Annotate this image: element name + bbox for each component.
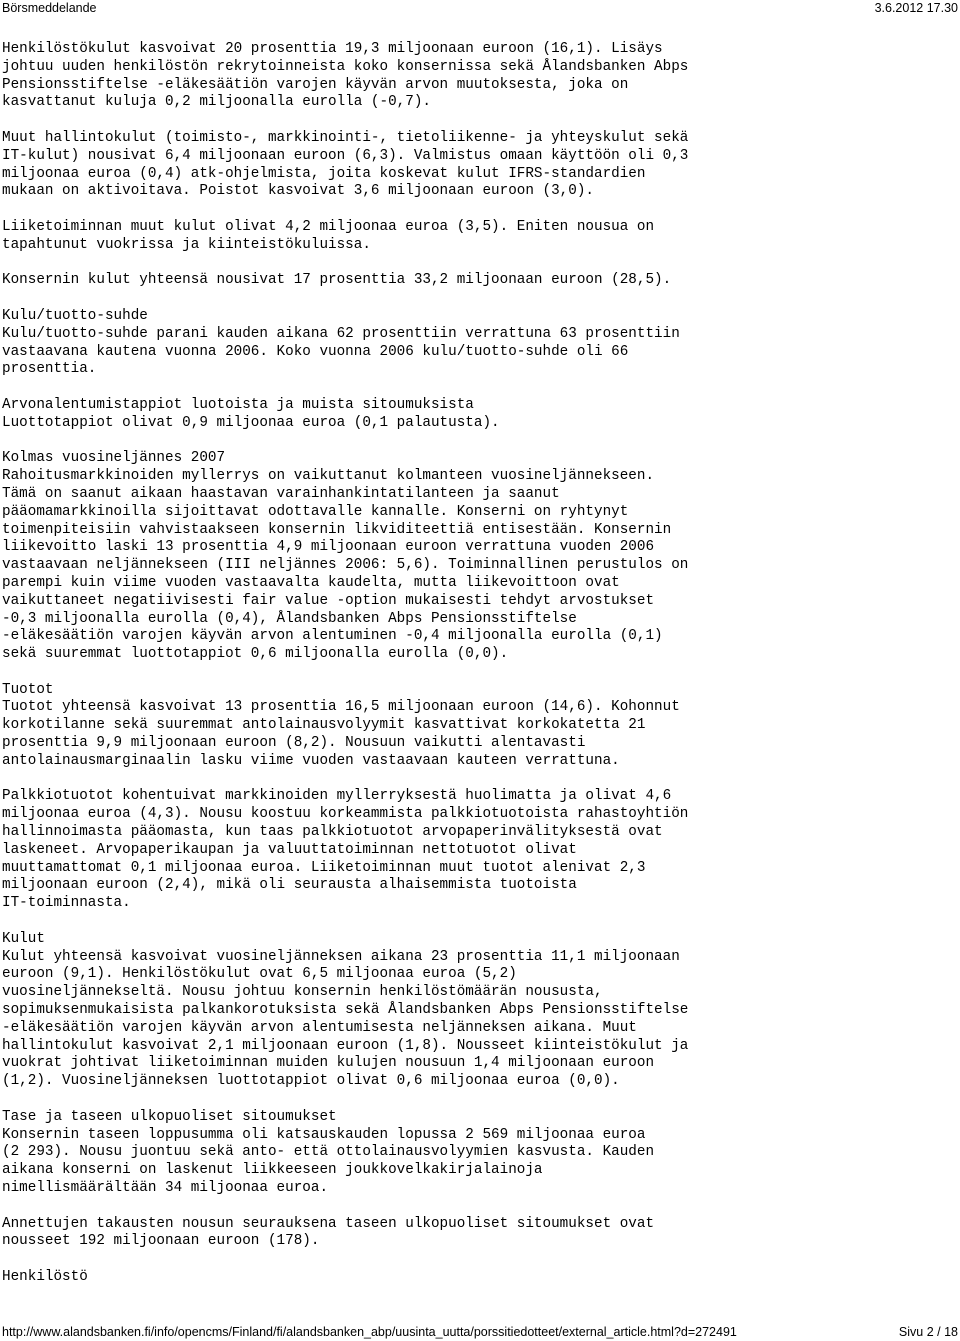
text-line: miljoonaan euroon (2,4), mikä oli seurausta alhaisemmista tuotoista — [2, 877, 577, 894]
text-line: sopimuksenmukaisista palkankorotuksista sekä Ålandsbanken Abps Pensionsstiftelse — [2, 1002, 689, 1019]
text-line: Kulu/tuotto-suhde parani kauden aikana 62 prosenttiin verrattuna 63 prosenttiin — [2, 325, 680, 342]
text-line: Pensionsstiftelse -eläkesäätiön varojen käyvän arvon muutoksesta, joka on — [2, 76, 629, 93]
text-line: Annettujen takausten nousun seurauksena taseen ulkopuoliset sitoumukset ovat — [2, 1215, 655, 1232]
text-line: miljoonaa euroa (0,4) atk-ohjelmista, joita koskevat kulut IFRS-standardien — [2, 165, 646, 182]
text-line: (2 293). Nousu juontuu sekä anto- että ottolainausvolyymien kasvusta. Kauden — [2, 1144, 655, 1161]
text-line: vaikuttaneet negatiivisesti fair value -option mukaisesti tehdyt arvostukset — [2, 592, 655, 609]
paragraph — [2, 308, 958, 379]
text-line: Henkilöstö — [2, 1268, 88, 1285]
text-line: mukaan on aktivoitava. Poistot kasvoivat 3,6 miljoonaan euroon (3,0). — [2, 183, 594, 200]
paragraph — [2, 272, 958, 290]
footer-url[interactable]: http://www.alandsbanken.fi/info/opencms/Finland/fi/alandsbanken_abp/uusinta_uutta/porssitiedotteet/external_article.html?d=272491 — [2, 1325, 737, 1339]
text-line: antolainausmarginaalin lasku viime vuoden vastaavaan kauteen verrattuna. — [2, 752, 620, 769]
text-line: vuokrat johtivat liiketoiminnan muiden kulujen nousuun 1,4 miljoonaan euroon — [2, 1055, 655, 1072]
text-line: Kulu/tuotto-suhde — [2, 307, 148, 324]
text-line: Muut hallintokulut (toimisto-, markkinointi-, tietoliikenne- ja yhteyskulut sekä — [2, 129, 689, 146]
text-line: vastaavana kautena vuonna 2006. Koko vuonna 2006 kulu/tuotto-suhde oli 66 — [2, 343, 629, 360]
text-line: nimellismäärältään 34 miljoonaa euroa. — [2, 1180, 329, 1196]
text-line: Rahoitusmarkkinoiden myllerrys on vaikuttanut kolmanteen vuosineljännekseen. — [2, 468, 655, 485]
article-body — [2, 41, 958, 1303]
text-line: Henkilöstökulut kasvoivat 20 prosenttia 19,3 miljoonaan euroon (16,1). Lisäys — [2, 41, 663, 57]
text-line: Arvonalentumistappiot luotoista ja muista sitoumuksista — [2, 396, 474, 413]
text-line: (1,2). Vuosineljänneksen luottotappiot olivat 0,6 miljoonaa euroa (0,0). — [2, 1073, 620, 1090]
text-line: vastaavaan neljännekseen (III neljännes 2006: 5,6). Toiminnallinen perustulos on — [2, 557, 689, 574]
header-datetime: 3.6.2012 17.30 — [874, 1, 958, 15]
text-line: euroon (9,1). Henkilöstökulut ovat 6,5 miljoonaa euroa (5,2) — [2, 966, 517, 983]
text-line: Palkkiotuotot kohentuivat markkinoiden myllerryksestä huolimatta ja olivat 4,6 — [2, 788, 672, 805]
text-line: kasvattanut kuluja 0,2 miljoonalla eurolla (-0,7). — [2, 94, 431, 111]
text-line: Kulut yhteensä kasvoivat vuosineljänneksen aikana 23 prosenttia 11,1 miljoonaan — [2, 948, 680, 965]
text-line: Kulut — [2, 930, 45, 947]
text-line: hallinnoimasta pääomasta, kun taas palkkiotuotot arvopaperinvälityksestä ovat — [2, 824, 663, 841]
paragraph — [2, 450, 958, 664]
paragraph — [2, 219, 958, 255]
text-line: hallintokulut kasvoivat 2,1 miljoonaan euroon (1,8). Nousseet kiinteistökulut ja — [2, 1037, 689, 1054]
paragraph — [2, 682, 958, 771]
text-line: laskeneet. Arvopaperikaupan ja valuuttatoiminnan nettotuotot olivat — [2, 841, 577, 858]
header-title: Börsmeddelande — [2, 1, 97, 15]
text-line: IT-toiminnasta. — [2, 895, 131, 912]
text-line: Kolmas vuosineljännes 2007 — [2, 450, 226, 467]
paragraph — [2, 130, 958, 201]
text-line: Tase ja taseen ulkopuoliset sitoumukset — [2, 1108, 337, 1125]
text-line: aikana konserni on laskenut liikkeeseen joukkovelkakirjalainoja — [2, 1162, 543, 1179]
text-line: pääomamarkkinoilla sijoittavat odottavalle kannalle. Konserni on ryhtynyt — [2, 503, 629, 520]
text-line: -0,3 miljoonalla eurolla (0,4), Ålandsbanken Abps Pensionsstiftelse — [2, 610, 577, 627]
text-line: -eläkesäätiön varojen käyvän arvon alentumisesta neljänneksen aikana. Muut — [2, 1019, 637, 1036]
paragraph — [2, 1269, 958, 1287]
text-line: tapahtunut vuokrissa ja kiinteistökuluissa. — [2, 236, 371, 253]
text-line: Tuotot — [2, 681, 54, 698]
text-line: liikevoitto laski 13 prosenttia 4,9 miljoonaan euroon verrattuna vuoden 2006 — [2, 539, 655, 556]
text-line: prosenttia. — [2, 361, 97, 378]
text-line: Konsernin taseen loppusumma oli katsauskauden lopussa 2 569 miljoonaa euroa — [2, 1126, 646, 1143]
paragraph — [2, 1109, 958, 1198]
page-footer — [0, 1324, 960, 1340]
text-line: Luottotappiot olivat 0,9 miljoonaa euroa (0,1 palautusta). — [2, 414, 500, 431]
text-line: Liiketoiminnan muut kulut olivat 4,2 miljoonaa euroa (3,5). Eniten nousua on — [2, 218, 655, 235]
page-header — [0, 0, 960, 16]
text-line: vuosineljännekseltä. Nousu johtuu konsernin henkilöstömäärän noususta, — [2, 984, 603, 1001]
text-line: parempi kuin viime vuoden vastaavalta kaudelta, mutta liikevoittoon ovat — [2, 574, 620, 591]
footer-page-number: Sivu 2 / 18 — [898, 1325, 958, 1339]
text-line: IT-kulut) nousivat 6,4 miljoonaan euroon (6,3). Valmistus omaan käyttöön oli 0,3 — [2, 147, 689, 164]
text-line: Tämä on saanut aikaan haastavan varainhankintatilanteen ja saanut — [2, 485, 560, 502]
text-line: toimenpiteisiin vahvistaakseen konsernin likviditeettiä entisestään. Konsernin — [2, 521, 672, 538]
paragraph — [2, 788, 958, 913]
text-line: johtuu uuden henkilöstön rekrytoinneista koko konsernissa sekä Ålandsbanken Abps — [2, 58, 689, 75]
text-line: nousseet 192 miljoonaan euroon (178). — [2, 1233, 320, 1250]
paragraph — [2, 41, 958, 112]
text-line: miljoonaa euroa (4,3). Nousu koostuu korkeammista palkkiotuotoista rahastoyhtiön — [2, 806, 689, 823]
text-line: Konsernin kulut yhteensä nousivat 17 prosenttia 33,2 miljoonaan euroon (28,5). — [2, 272, 672, 289]
paragraph — [2, 1216, 958, 1252]
text-line: sekä suuremmat luottotappiot 0,6 miljoonalla eurolla (0,0). — [2, 646, 509, 663]
paragraph — [2, 397, 958, 433]
text-line: Tuotot yhteensä kasvoivat 13 prosenttia 16,5 miljoonaan euroon (14,6). Kohonnut — [2, 699, 680, 716]
text-line: muuttamattomat 0,1 miljoonaa euroa. Liiketoiminnan muut tuotot alenivat 2,3 — [2, 859, 646, 876]
text-line: prosenttia 9,9 miljoonaan euroon (8,2). Nousuun vaikutti alentavasti — [2, 735, 586, 752]
text-line: korkotilanne sekä suuremmat antolainausvolyymit kasvattivat korkokatetta 21 — [2, 717, 646, 734]
paragraph — [2, 931, 958, 1091]
text-line: -eläkesäätiön varojen käyvän arvon alentuminen -0,4 miljoonalla eurolla (0,1) — [2, 628, 663, 645]
